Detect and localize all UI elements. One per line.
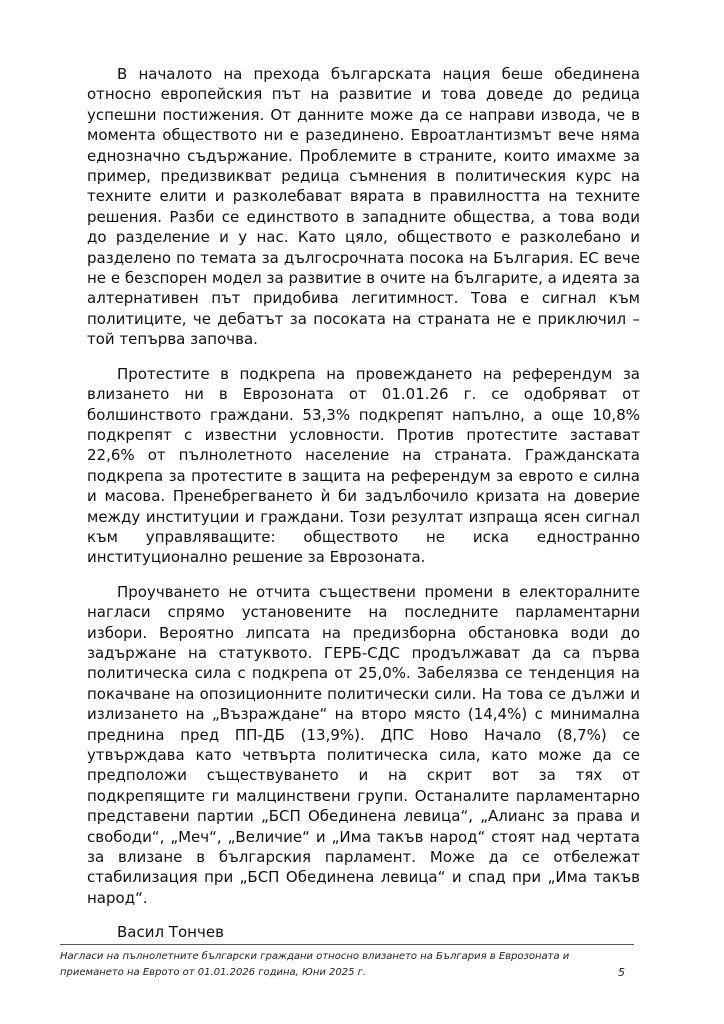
paragraph-3: Проучването не отчита съществени промени в електоралните нагласи спрямо установените на последните парламентарни избори. Вероятно липсата на предизборна обстановка води до задържане на статуквото. ГЕРБ-СДС продължават да са първа политическа сила с подкрепа от 25,0%. Забелязва се тенденция на покачване на опозиционните политически сили. На това се дължи и излизането на „Възраждане“ на второ място (14,4%) с минимална преднина пред ПП-ДБ (13,9%). ДПС Ново Начало (8,7%) се утвърждава като четвърта политическа сила, като може да се предположи съществуването и на скрит вот за тях от подкрепящите ги малцинствени групи. Останалите парламентарно представени партии „БСП Обединена левица“, „Алианс за права и свободи“, „Меч“, „Величие“ и „Има такъв народ“ стоят над чертата за влизане в българския парламент. Може да се отбележат стабилизация при „БСП Обединена левица“ и спад при „Има такъв народ“. — [87, 582, 640, 907]
page-number: 5 — [618, 966, 625, 979]
footer-line-1: Нагласи на пълнолетните български граждани относно влизането на България в Еврозоната и — [60, 951, 570, 962]
footer-line-2: приемането на Еврото от 01.01.2026 година, Юни 2025 г. — [60, 967, 367, 978]
footer-caption — [60, 949, 600, 981]
body-text — [87, 64, 640, 942]
footer-divider — [60, 944, 634, 945]
paragraph-1: В началото на прехода българската нация беше обединена относно европейския път на развитие и това доведе до редица успешни постижения. От данните може да се направи извода, че в момента обществото ни е разединено. Евроатлантизмът вече няма еднозначно съдържание. Проблемите в страните, които имахме за пример, предизвикват редица съмнения в политическия курс на техните елити и разколебават вярата в правилността на техните решения. Разби се единството в западните общества, а това води до разделение и у нас. Като цяло, обществото е разколебано и разделено по темата за дългосрочната посока на България. ЕС вече не е безспорен модел за развитие в очите на българите, а идеята за алтернативен път придобива легитимност. Това е сигнал към политиците, че дебатът за посоката на страната не е приключил – той тепърва започва. — [87, 65, 640, 349]
author-signature: Васил Тончев — [117, 923, 224, 942]
paragraph-2: Протестите в подкрепа на провеждането на референдум за влизането ни в Еврозоната от 01.01.26 г. се одобряват от болшинството граждани. 53,3% подкрепят напълно, а още 10,8% подкрепят с известни условности. Против протестите застават 22,6% от пълнолетното население на страната. Гражданската подкрепа за протестите в защита на референдум за еврото е силна и масова. Пренебрегването ѝ би задълбочило кризата на доверие между институции и граждани. Този резултат изпраща ясен сигнал към управляващите: обществото не иска едностранно институционално решение за Еврозоната. — [87, 364, 640, 567]
